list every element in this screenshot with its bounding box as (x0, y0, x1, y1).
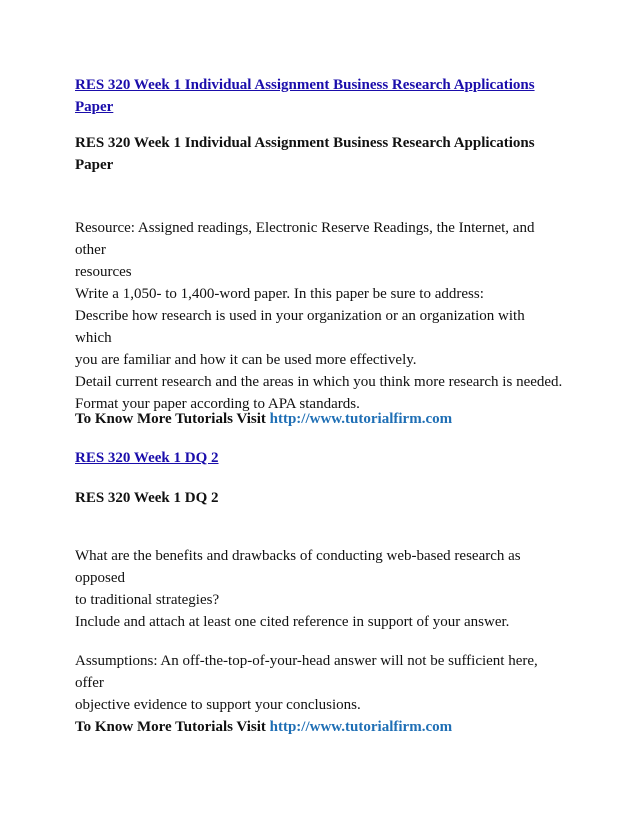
resource-line-1: Resource: Assigned readings, Electronic Reserve Readings, the Internet, and other (75, 220, 535, 258)
resource-line-2: resources (75, 264, 132, 280)
instruction-word-count: Write a 1,050- to 1,400-word paper. In this paper be sure to address: (75, 286, 484, 302)
dq-heading: RES 320 Week 1 DQ 2 (75, 490, 219, 506)
instruction-format: Format your paper according to APA standards. (75, 396, 360, 412)
assumptions-paragraph (75, 650, 565, 716)
question-line-1: What are the benefits and drawbacks of conducting web-based research as opposed (75, 548, 521, 586)
assignment-title-link[interactable]: RES 320 Week 1 Individual Assignment Business Research Applications Paper (75, 77, 535, 115)
assumptions-line-2: objective evidence to support your conclusions. (75, 697, 361, 713)
instruction-detail: Detail current research and the areas in which you think more research is needed. (75, 374, 563, 390)
promo-line-2 (75, 716, 452, 738)
promo-url-link[interactable]: http://www.tutorialfirm.com (269, 719, 453, 735)
assignment-heading-line-2: Paper (75, 157, 114, 173)
dq-title-link[interactable]: RES 320 Week 1 DQ 2 (75, 450, 219, 466)
promo-line-1 (75, 408, 452, 430)
resource-paragraph (75, 217, 565, 283)
assignment-heading (75, 132, 535, 176)
instruction-describe-line-2: you are familiar and how it can be used more effectively. (75, 352, 417, 368)
instruction-describe-line-1: Describe how research is used in your organization or an organization with which (75, 308, 525, 346)
promo-text: To Know More Tutorials Visit (75, 719, 270, 735)
question-paragraph (75, 545, 565, 611)
instructions-paragraph (75, 283, 565, 415)
promo-url-link[interactable]: http://www.tutorialfirm.com (269, 411, 453, 427)
assignment-heading-line-1: RES 320 Week 1 Individual Assignment Business Research Applications (75, 135, 535, 151)
promo-text: To Know More Tutorials Visit (75, 411, 270, 427)
reference-requirement: Include and attach at least one cited reference in support of your answer. (75, 614, 510, 630)
question-line-2: to traditional strategies? (75, 592, 220, 608)
assumptions-line-1: Assumptions: An off-the-top-of-your-head answer will not be sufficient here, offer (75, 653, 538, 691)
